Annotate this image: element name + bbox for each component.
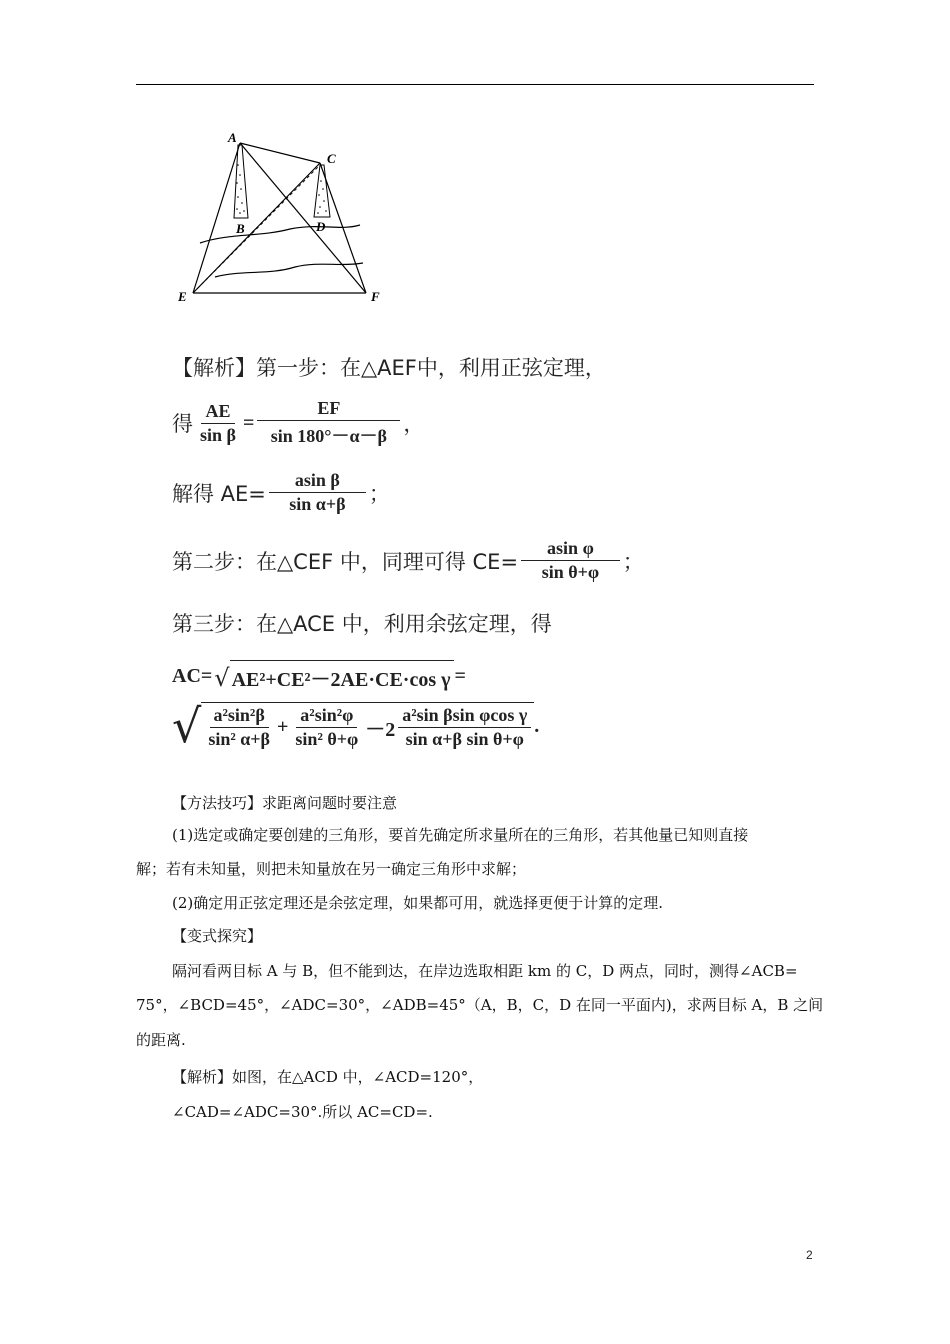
solution-line-2 (172, 398, 424, 448)
label-a: A (228, 130, 237, 145)
solution-line-4-prefix: 第二步：在△CEF 中，同理可得 CE= (172, 549, 519, 574)
big-sqrt-content (201, 702, 534, 750)
fraction-ef (257, 398, 400, 448)
frac-den: sin β (200, 424, 236, 445)
solution-step-1 (172, 352, 606, 382)
label-e: E (178, 289, 187, 304)
solution-line-4-suffix: ； (622, 549, 644, 574)
equals-sign: = (243, 411, 255, 434)
fraction-term-1 (204, 705, 274, 750)
fraction-term-3 (398, 705, 531, 750)
solution-line-1: 【解析】第一步：在△AEF中，利用正弦定理， (172, 356, 606, 380)
variant-line-2: 75°，∠BCD=45°，∠ADC=30°，∠ADB=45°（A，B，C，D 在同一平面内)，求两目标 A，B 之间 (136, 996, 824, 1014)
solution-line-3-prefix: 解得 AE= (172, 481, 266, 506)
frac-num: a²sin²β (210, 705, 269, 728)
variant-line-1: 隔河看两目标 A 与 B，但不能到达，在岸边选取相距 km 的 C，D 两点，同时，测得∠ACB= (172, 962, 798, 980)
frac-den: sin α+β (289, 494, 346, 514)
solution-line-3-suffix: ； (368, 481, 390, 506)
method-item-2: (2)确定用正弦定理还是余弦定理，如果都可用，就选择更便于计算的定理. (172, 894, 664, 912)
geometry-figure (170, 125, 395, 310)
period: . (534, 714, 540, 737)
solution-line-2-suffix: ， (403, 412, 425, 436)
ac-equals: AC= (172, 664, 213, 687)
fraction-ce-result (521, 538, 620, 583)
answer-line-2: ∠CAD=∠ADC=30°.所以 AC=CD=. (172, 1103, 433, 1121)
solution-line-5 (172, 608, 552, 638)
label-d: D (316, 219, 326, 234)
header-rule (136, 84, 814, 85)
sqrt-expression (212, 660, 454, 692)
frac-den: sin θ+φ (541, 562, 600, 582)
fraction-ae-sinb (196, 401, 240, 446)
label-b: B (236, 221, 245, 236)
answer-line-1: 【解析】如图，在△ACD 中，∠ACD=120°， (172, 1068, 484, 1086)
variant-line-3: 的距离. (136, 1031, 186, 1049)
solution-line-5-text: 第三步：在△ACE 中，利用余弦定理，得 (172, 612, 552, 636)
method-item-1a: (1)选定或确定要创建的三角形，要首先确定所求量所在的三角形，若其他量已知则直接 (172, 826, 749, 844)
tower-cd-dots (317, 180, 327, 214)
frac-num: EF (257, 398, 400, 421)
solution-line-6 (172, 660, 466, 692)
solution-line-7 (172, 699, 540, 753)
frac-num: asin φ (521, 538, 620, 561)
frac-den: sin 180°－α－β (270, 426, 388, 446)
label-f: F (371, 289, 380, 304)
frac-num: asin β (269, 470, 366, 493)
tower-ab-dots (236, 164, 245, 214)
tower-cd (314, 165, 330, 217)
frac-num: AE (201, 401, 234, 424)
method-item-1b: 解；若有未知量，则把未知量放在另一确定三角形中求解； (136, 860, 527, 878)
radical-sign: √ (214, 664, 230, 692)
solution-line-2-prefix: 得 (172, 412, 193, 436)
figure-lines (193, 143, 366, 293)
frac-num: a²sin²φ (296, 705, 357, 728)
page-number: 2 (806, 1248, 813, 1262)
variant-title: 【变式探究】 (172, 927, 263, 945)
frac-den: sin α+β sin θ+φ (405, 729, 524, 749)
solution-line-3 (172, 470, 390, 515)
plus-sign: + (277, 716, 289, 738)
solution-line-4 (172, 538, 644, 583)
sqrt-content: AE²+CE²－2AE·CE·cos γ (230, 660, 455, 692)
minus-two: －2 (365, 719, 396, 741)
frac-den: sin² α+β (208, 729, 271, 749)
fraction-term-2 (291, 705, 362, 750)
frac-num: a²sin βsin φcos γ (398, 705, 531, 728)
method-title: 【方法技巧】求距离问题时要注意 (172, 794, 398, 812)
frac-den: sin² θ+φ (295, 729, 359, 749)
equals-sign-2: = (454, 664, 466, 687)
big-radical-sign: √ (172, 699, 202, 753)
label-c: C (327, 151, 336, 166)
fraction-ae-result (269, 470, 366, 515)
